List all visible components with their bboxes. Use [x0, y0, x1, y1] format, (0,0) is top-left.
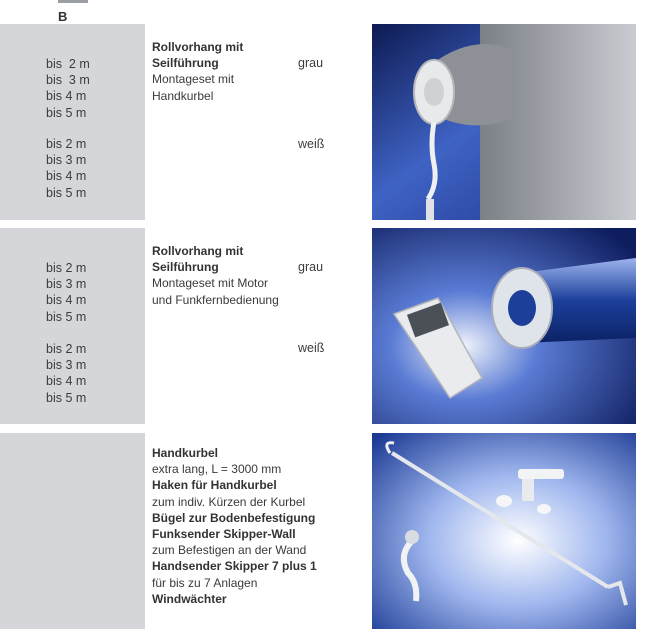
size-list-2b [46, 341, 86, 406]
size-item: bis 3 m [46, 153, 87, 168]
product-subtitle: Montageset mit [152, 72, 235, 87]
size-item: bis 3 m [46, 358, 87, 373]
size-list-1a [46, 56, 90, 121]
size-item: bis 2 m [46, 137, 87, 151]
description-1 [152, 39, 243, 104]
color-weiss: weiß [298, 341, 325, 355]
size-item: bis 5 m [46, 390, 87, 405]
product-subtitle: Handkurbel [152, 88, 214, 103]
section-3 [0, 433, 650, 629]
size-item: bis 2 m [46, 342, 87, 356]
size-list-2a [46, 260, 86, 325]
accessory-item: für bis zu 7 Anlagen [152, 575, 258, 590]
size-item: bis 5 m [46, 105, 87, 120]
accessory-item: zum indiv. Kürzen der Kurbel [152, 494, 306, 509]
size-list-1b [46, 136, 86, 201]
size-item: bis 4 m [46, 293, 87, 308]
section-2 [0, 228, 650, 424]
color-weiss: weiß [298, 137, 325, 151]
photo-motor-remote [372, 228, 636, 424]
accessory-item: Handsender Skipper 7 plus 1 [152, 559, 317, 574]
product-title: Seilführung [152, 56, 219, 71]
header-bar [58, 0, 88, 3]
size-panel-1 [0, 24, 145, 220]
accessory-item: extra lang, L = 3000 mm [152, 462, 282, 477]
size-panel-2 [0, 228, 145, 424]
size-item: bis 2 m [46, 57, 90, 71]
accessory-item: zum Befestigen an der Wand [152, 543, 307, 558]
product-title: Rollvorhang mit [152, 244, 244, 258]
column-letter: B [58, 9, 68, 24]
photo-roller-blind-crank [372, 24, 636, 220]
accessory-item: Funksender Skipper-Wall [152, 527, 296, 542]
accessory-item: Windwächter [152, 591, 227, 606]
accessory-item: Haken für Handkurbel [152, 478, 277, 493]
size-item: bis 5 m [46, 185, 87, 200]
size-item: bis 2 m [46, 261, 87, 275]
size-item: bis 4 m [46, 169, 87, 184]
description-2 [152, 243, 279, 308]
size-item: bis 3 m [46, 73, 90, 88]
accessory-item: Bügel zur Bodenbefestigung [152, 510, 316, 525]
photo-accessories [372, 433, 636, 629]
size-item: bis 5 m [46, 309, 87, 324]
size-item: bis 4 m [46, 374, 87, 389]
color-grau: grau [298, 260, 324, 274]
size-item: bis 3 m [46, 277, 87, 292]
color-grau: grau [298, 56, 324, 70]
size-item: bis 4 m [46, 89, 87, 104]
product-subtitle: und Funkfernbedienung [152, 292, 279, 307]
accessory-item: Handkurbel [152, 446, 219, 460]
product-subtitle: Montageset mit Motor [152, 276, 269, 291]
section-1 [0, 24, 650, 220]
accessory-list [152, 445, 317, 607]
size-panel-3 [0, 433, 145, 629]
product-title: Rollvorhang mit [152, 40, 244, 54]
product-title: Seilführung [152, 260, 219, 275]
